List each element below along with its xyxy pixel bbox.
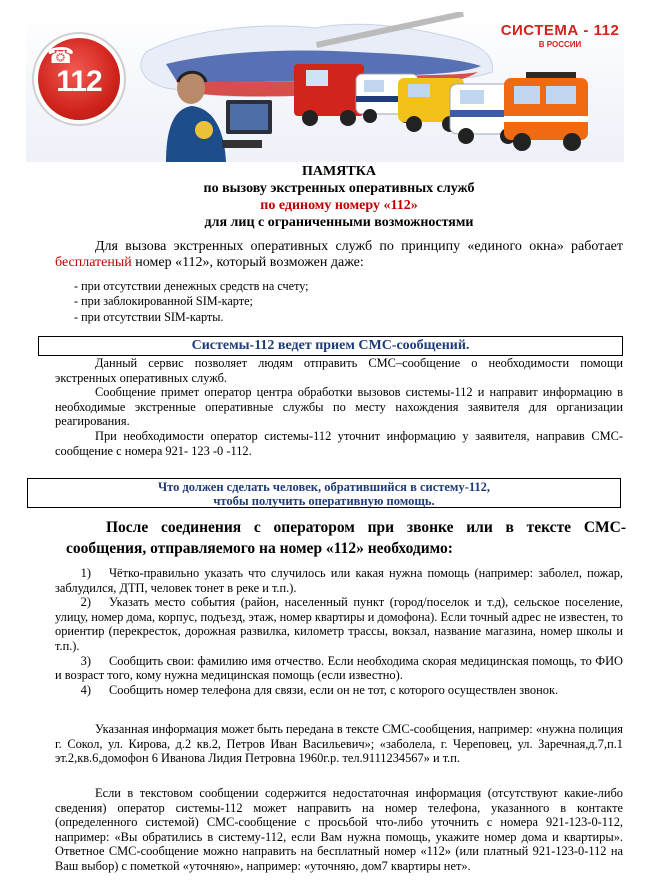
step-number: 2) [80,595,91,610]
step-item [55,683,623,698]
memo-title-line1: ПАМЯТКА [302,164,376,179]
steps-list [55,566,623,697]
list-item: - при отсутствии SIM-карты. [74,309,224,324]
sms-section [55,356,623,458]
header-banner [26,12,624,162]
system-title-sub: В РОССИИ [538,40,582,49]
help-question-box [27,478,621,508]
sms-paragraph: Данный сервис позволяет людям отправить СМС–сообщение о необходимости помощи экстренных оперативных служб. [55,356,623,385]
logo-112-emblem [38,38,120,120]
sms-service-box: Системы-112 ведет прием СМС-сообщений. [38,336,623,356]
sms-paragraph: Сообщение примет оператор центра обработки вызовов системы-112 и направит информацию в необходимые экстренные оперативные службы по месту нахождения заявителя для организации реагирования. [55,385,623,429]
conditions-list [74,279,642,325]
intro-text-2: номер «112», который возможен даже: [131,255,364,270]
intro-text-1: Для вызова экстренных оперативных служб по принципу «единого окна» работает [95,239,623,254]
sms-paragraph: При необходимости оператор системы-112 уточнит информацию у заявителя, направив СМС-сообщение с номера 921- 123 -0 -112. [55,428,623,458]
fire-truck [294,64,364,116]
help-question-line2: чтобы получить оперативную помощь. [213,494,435,508]
step-number: 3) [80,653,91,668]
list-item: - при заблокированной SIM-карте; [74,294,253,309]
memo-title [55,163,623,231]
logo-number: 112 [56,65,102,98]
intro-highlight: бесплатеный [55,255,132,270]
intro-paragraph [55,239,623,271]
memo-title-line4: для лиц с ограниченными возможностями [204,215,474,230]
final-paragraph: Если в текстовом сообщении содержится недостаточная информация (отсутствуют какие-либо сведения) оператор системы-112 может направить на номер телефона, указанного в контакте (определенного системой) СМС-сообщение с просьбой что-либо уточнить с номера 921-123-0-112, например: «Вы обратились в систему-112, если Вам нужна помощь, укажите номер дома и квартиры». Ответное СМС-сообщение можно направить на бесплатный номер «112» (или платный 921-123-0-112 на Ваш выбор) с пометкой «уточняю», например: «уточняю, дом7 квартиры нет». [55,786,623,873]
step-number: 1) [80,566,91,580]
step-text: Указать место события (район, населенный пункт (город/поселок и т.д), сельское поселение, улицу, номер дома, корпус, подъезд, этаж, номер квартиры и домофона). Если точный адрес не известен, то ориентир (перекресток, дорожная развилка, километр трассы, вокзал, название магазина, номер школы и т.п.). [55,595,623,653]
step-number: 4) [80,682,91,697]
step-item [55,595,623,653]
step-text: Сообщить номер телефона для связи, если он не тот, с которого осуществлен звонок. [109,682,559,697]
memo-title-line3: по единому номеру «112» [260,198,418,213]
step-text: Чётко-правильно указать что случилось или какая нужна помощь (например: заболел, пожар, заблудился, ДТП, человек тонет в реке и т.п.). [55,566,623,595]
memo-title-line2: по вызову экстренных оперативных служб [203,181,475,196]
example-paragraph: Указанная информация может быть передана в тексте СМС-сообщения, например: «нужна полиция г. Сокол, ул. Кирова, д.2 кв.2, Петров Иван Васильевич»; «заболела, г. Череповец, ул. Заречная,д.7,п.1 эт.2,кв.6,домофон 6 Иванова Лидия Петровна 1960г.р. тел.9111234567» и т.п. [55,722,623,766]
list-item: - при отсутствии денежных средств на счету; [74,279,309,293]
step-item [55,566,623,595]
system-title-main: СИСТЕМА - 112 [500,22,620,39]
step-text: Сообщить свои: фамилию имя отчество. Если необходима скорая медицинская помощь, то ФИО и возраст того, кому нужна медицинская помощь (если известно). [55,653,623,683]
phone-icon: ☎ [47,44,75,69]
help-question-line1: Что должен сделать человек, обратившийся в систему-112, [157,480,491,494]
system-title [496,22,624,49]
step-item [55,654,623,683]
procedure-heading: После соединения с оператором при звонке или в тексте СМС-сообщения, отправляемого на номер «112» необходимо: [66,519,626,557]
